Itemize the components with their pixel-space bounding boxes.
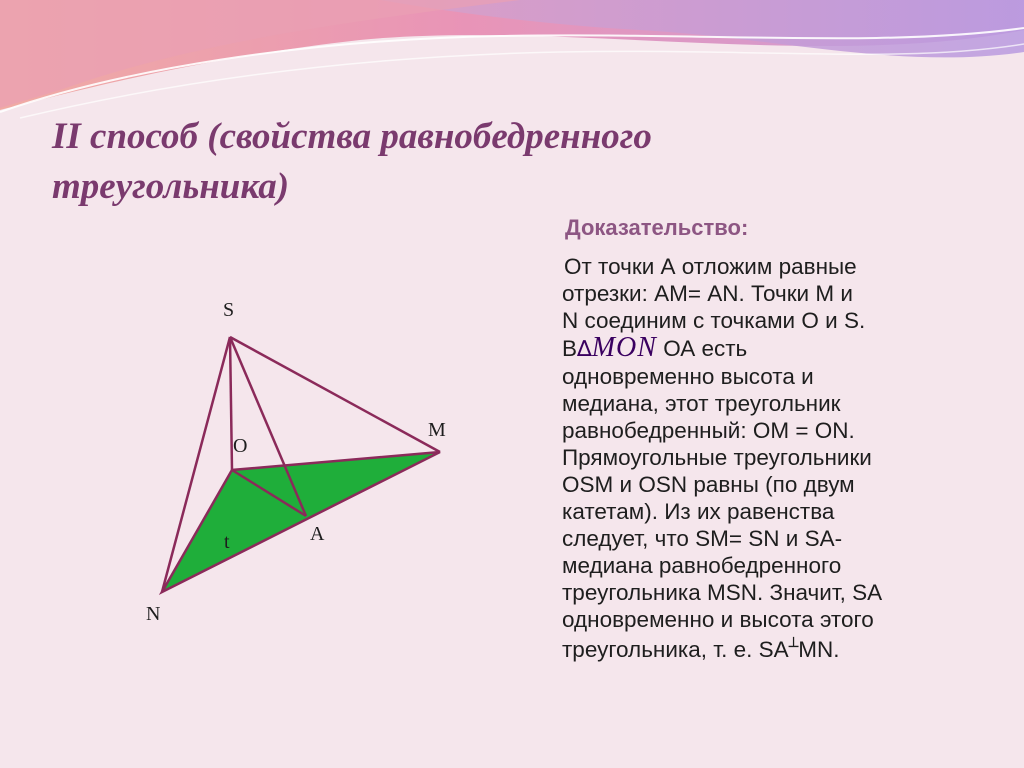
slide-title [52, 112, 872, 212]
proof-line: Прямоугольные треугольники [562, 445, 872, 470]
label-t: t [224, 531, 230, 553]
proof-fragment: треугольника, т. е. SA [562, 637, 789, 662]
proof-line: равнобедренный: ОМ = ОN. [562, 418, 855, 443]
triangle-symbol-icon: ∆ [577, 337, 592, 362]
title-line-1: II способ (свойства равнобедренного [52, 116, 652, 157]
proof-line: N соединим с точками О и S. [562, 308, 866, 333]
proof-fragment: MN. [798, 637, 840, 662]
label-a: A [310, 523, 325, 545]
decorative-banner [0, 0, 1024, 120]
pyramid-diagram [140, 290, 460, 630]
label-s: S [223, 299, 235, 321]
proof-line-perp [562, 633, 1002, 663]
proof-fragment: ОА есть [656, 336, 748, 361]
proof-line: одновременно высота и [562, 364, 814, 389]
label-o: O [233, 435, 248, 457]
proof-line-triangle [562, 334, 1002, 363]
label-m: M [428, 419, 446, 441]
proof-fragment: В [562, 336, 578, 361]
proof-line: медиана равнобедренного [562, 553, 842, 578]
proof-line: треугольника МSN. Значит, SA [562, 580, 883, 605]
title-line-2: треугольника) [52, 166, 290, 207]
proof-text [562, 253, 1002, 663]
edge-s-o [230, 337, 232, 470]
proof-line: одновременно и высота этого [562, 607, 874, 632]
proof-line: следует, что SM= SN и SA- [562, 526, 843, 551]
label-n: N [146, 603, 161, 625]
proof-line: OSM и OSN равны (по двум [562, 472, 855, 497]
perpendicular-symbol-icon: ┴ [788, 637, 799, 656]
triangle-name: MON [591, 332, 657, 363]
proof-line: От точки А отложим равные [564, 254, 857, 279]
shaded-triangle-mon [162, 452, 440, 592]
proof-line: отрезки: АМ= АN. Точки М и [562, 281, 853, 306]
proof-heading: Доказательство: [565, 215, 749, 240]
proof-line: медиана, этот треугольник [562, 391, 841, 416]
edge-s-m [230, 337, 440, 452]
proof-line: катетам). Из их равенства [562, 499, 835, 524]
